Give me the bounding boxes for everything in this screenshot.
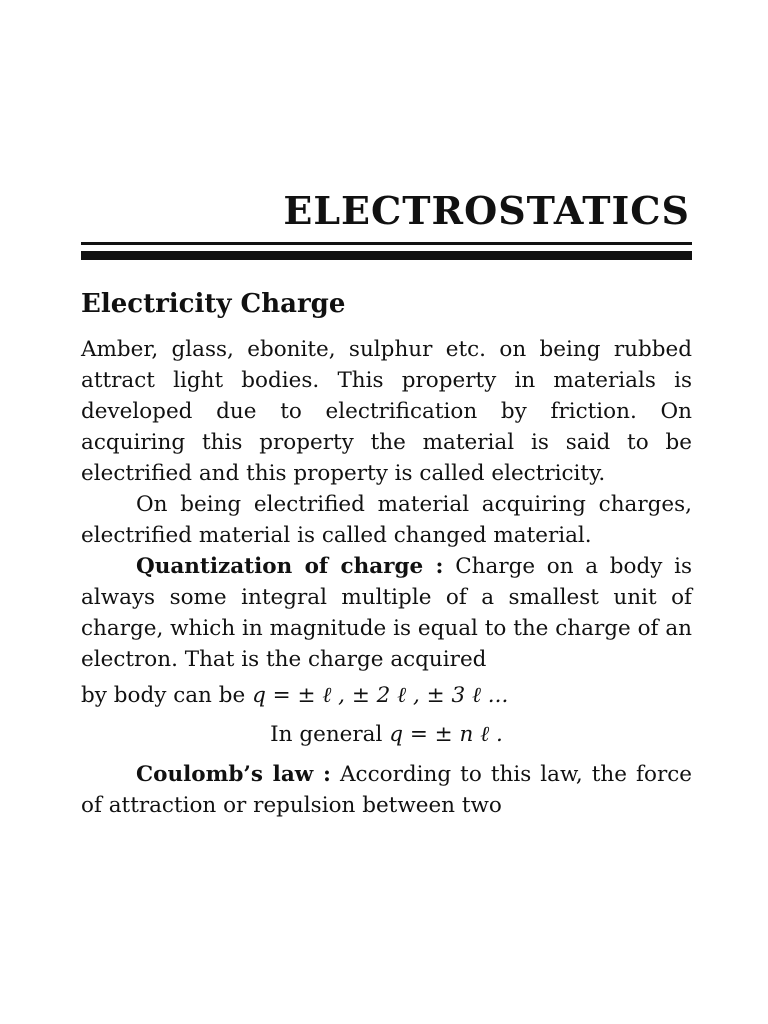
formula-lead: by body can be: [81, 683, 253, 708]
quantization-text: Charge on a body is always some integral multiple of a smallest unit of charge, which in magnitude is equal to the charge of an electron. That is the charge acquired: [81, 554, 693, 672]
term-quantization: Quantization of charge :: [136, 554, 444, 579]
paragraph-intro: Amber, glass, ebonite, sulphur etc. on being rubbed attract light bodies. This property in materials is developed due to electrification by friction. On acquiring this property the material is said to be electrified and this property is called electricity.: [81, 337, 692, 486]
paragraph-quantization: [81, 551, 692, 675]
quantization-formula: q = ± ℓ , ± 2 ℓ , ± 3 ℓ ...: [252, 683, 509, 708]
section-heading: Electricity Charge: [81, 289, 346, 319]
paragraph-charged-material: On being electrified material acquiring charges, electrified material is called changed material.: [81, 492, 692, 548]
paragraph-coulomb: [81, 759, 692, 821]
general-formula: q = ± n ℓ .: [389, 722, 503, 747]
body-text: [81, 334, 692, 821]
general-lead: In general: [270, 722, 390, 747]
title-rule-thin: [81, 242, 692, 245]
title-rule-thick: [81, 251, 692, 260]
chapter-title: ELECTROSTATICS: [283, 188, 690, 233]
coulomb-text: According to this law, the force of attraction or repulsion between two: [81, 762, 692, 818]
general-formula-line: [81, 715, 692, 755]
term-coulomb: Coulomb’s law :: [136, 762, 331, 787]
quantization-formula-line: [81, 677, 692, 715]
